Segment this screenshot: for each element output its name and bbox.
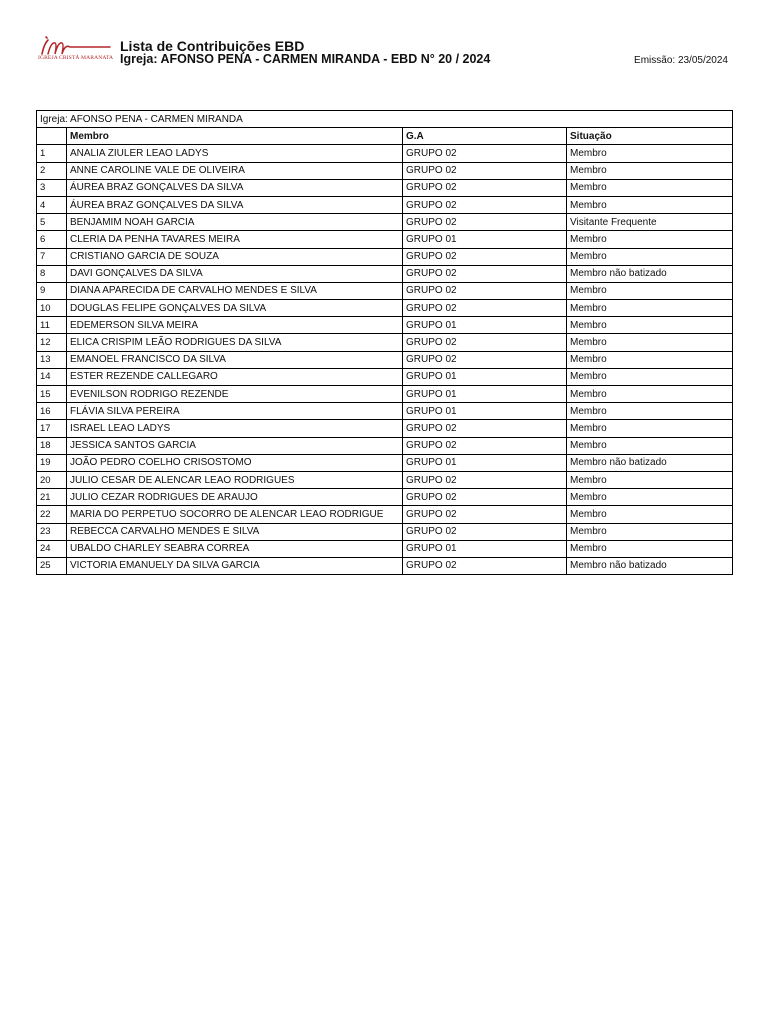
member-name: DOUGLAS FELIPE GONÇALVES DA SILVA — [67, 300, 403, 317]
member-ga: GRUPO 01 — [403, 231, 567, 248]
table-row — [37, 506, 733, 523]
row-number: 11 — [37, 317, 67, 334]
row-number: 5 — [37, 214, 67, 231]
table-row — [37, 265, 733, 282]
church-logo — [38, 34, 116, 66]
member-status: Membro não batizado — [567, 265, 733, 282]
row-number: 17 — [37, 420, 67, 437]
table-row — [37, 540, 733, 557]
table-row — [37, 248, 733, 265]
member-status: Membro — [567, 231, 733, 248]
member-name: ANNE CAROLINE VALE DE OLIVEIRA — [67, 162, 403, 179]
member-ga: GRUPO 01 — [403, 454, 567, 471]
member-ga: GRUPO 02 — [403, 506, 567, 523]
logo-caption: IGREJA CRISTÃ MARANATA — [38, 55, 114, 61]
member-status: Membro — [567, 403, 733, 420]
member-status: Membro — [567, 282, 733, 299]
row-number: 15 — [37, 386, 67, 403]
row-number: 7 — [37, 248, 67, 265]
member-name: ÁUREA BRAZ GONÇALVES DA SILVA — [67, 196, 403, 213]
member-name: UBALDO CHARLEY SEABRA CORREA — [67, 540, 403, 557]
member-status: Membro — [567, 248, 733, 265]
member-ga: GRUPO 02 — [403, 214, 567, 231]
member-name: EMANOEL FRANCISCO DA SILVA — [67, 351, 403, 368]
member-ga: GRUPO 02 — [403, 471, 567, 488]
column-header-status: Situação — [567, 128, 733, 145]
table-row — [37, 523, 733, 540]
member-status: Visitante Frequente — [567, 214, 733, 231]
member-name: ISRAEL LEAO LADYS — [67, 420, 403, 437]
member-ga: GRUPO 02 — [403, 248, 567, 265]
table-row — [37, 489, 733, 506]
table-row — [37, 403, 733, 420]
member-name: JULIO CESAR DE ALENCAR LEAO RODRIGUES — [67, 471, 403, 488]
member-status: Membro — [567, 523, 733, 540]
row-number: 19 — [37, 454, 67, 471]
member-name: BENJAMIM NOAH GARCIA — [67, 214, 403, 231]
table-row — [37, 557, 733, 574]
table-body — [37, 145, 733, 575]
row-number: 13 — [37, 351, 67, 368]
member-status: Membro — [567, 162, 733, 179]
member-ga: GRUPO 01 — [403, 540, 567, 557]
row-number: 14 — [37, 368, 67, 385]
member-ga: GRUPO 02 — [403, 489, 567, 506]
row-number: 20 — [37, 471, 67, 488]
table-row — [37, 386, 733, 403]
member-name: REBECCA CARVALHO MENDES E SILVA — [67, 523, 403, 540]
column-header-number — [37, 128, 67, 145]
member-status: Membro — [567, 368, 733, 385]
member-ga: GRUPO 02 — [403, 523, 567, 540]
row-number: 12 — [37, 334, 67, 351]
member-name: CLERIA DA PENHA TAVARES MEIRA — [67, 231, 403, 248]
member-status: Membro — [567, 196, 733, 213]
table-row — [37, 317, 733, 334]
member-status: Membro não batizado — [567, 454, 733, 471]
member-status: Membro — [567, 351, 733, 368]
member-ga: GRUPO 02 — [403, 145, 567, 162]
row-number: 23 — [37, 523, 67, 540]
member-ga: GRUPO 02 — [403, 437, 567, 454]
table-row — [37, 214, 733, 231]
member-name: VICTORIA EMANUELY DA SILVA GARCIA — [67, 557, 403, 574]
member-status: Membro — [567, 489, 733, 506]
member-name: EVENILSON RODRIGO REZENDE — [67, 386, 403, 403]
member-ga: GRUPO 02 — [403, 179, 567, 196]
member-name: EDEMERSON SILVA MEIRA — [67, 317, 403, 334]
member-ga: GRUPO 02 — [403, 557, 567, 574]
table-church-label: Igreja: AFONSO PENA - CARMEN MIRANDA — [37, 111, 733, 128]
table-row — [37, 145, 733, 162]
document-subtitle: Igreja: AFONSO PENA - CARMEN MIRANDA - EBD N° 20 / 2024 — [120, 52, 491, 66]
table-row — [37, 420, 733, 437]
emission-value: 23/05/2024 — [677, 55, 728, 66]
member-name: JESSICA SANTOS GARCIA — [67, 437, 403, 454]
member-name: ELICA CRISPIM LEÃO RODRIGUES DA SILVA — [67, 334, 403, 351]
member-ga: GRUPO 02 — [403, 196, 567, 213]
member-ga: GRUPO 02 — [403, 162, 567, 179]
table-row — [37, 454, 733, 471]
member-status: Membro — [567, 386, 733, 403]
member-status: Membro — [567, 317, 733, 334]
member-ga: GRUPO 02 — [403, 420, 567, 437]
row-number: 21 — [37, 489, 67, 506]
member-ga: GRUPO 01 — [403, 368, 567, 385]
member-name: DAVI GONÇALVES DA SILVA — [67, 265, 403, 282]
church-logo-mark-icon — [38, 34, 116, 56]
member-name: ANALIA ZIULER LEAO LADYS — [67, 145, 403, 162]
table-row — [37, 179, 733, 196]
member-name: JOÃO PEDRO COELHO CRISOSTOMO — [67, 454, 403, 471]
emission-label: Emissão: — [634, 55, 676, 66]
table-row — [37, 437, 733, 454]
member-status: Membro — [567, 145, 733, 162]
member-name: CRISTIANO GARCIA DE SOUZA — [67, 248, 403, 265]
emission-date — [634, 55, 728, 66]
table-row — [37, 334, 733, 351]
member-ga: GRUPO 02 — [403, 282, 567, 299]
member-name: DIANA APARECIDA DE CARVALHO MENDES E SILVA — [67, 282, 403, 299]
document-header — [38, 34, 730, 74]
table-row — [37, 231, 733, 248]
member-ga: GRUPO 02 — [403, 265, 567, 282]
table-row — [37, 282, 733, 299]
row-number: 16 — [37, 403, 67, 420]
member-status: Membro — [567, 437, 733, 454]
member-name: MARIA DO PERPETUO SOCORRO DE ALENCAR LEAO RODRIGUE — [67, 506, 403, 523]
row-number: 1 — [37, 145, 67, 162]
member-status: Membro — [567, 471, 733, 488]
member-ga: GRUPO 02 — [403, 351, 567, 368]
row-number: 10 — [37, 300, 67, 317]
row-number: 6 — [37, 231, 67, 248]
member-status: Membro — [567, 300, 733, 317]
column-header-ga: G.A — [403, 128, 567, 145]
row-number: 2 — [37, 162, 67, 179]
member-status: Membro não batizado — [567, 557, 733, 574]
member-name: ESTER REZENDE CALLEGARO — [67, 368, 403, 385]
table-row — [37, 300, 733, 317]
member-ga: GRUPO 01 — [403, 317, 567, 334]
table-row — [37, 196, 733, 213]
member-status: Membro — [567, 420, 733, 437]
column-header-member: Membro — [67, 128, 403, 145]
row-number: 18 — [37, 437, 67, 454]
table-row — [37, 351, 733, 368]
member-name: FLÁVIA SILVA PEREIRA — [67, 403, 403, 420]
table-header-row — [37, 128, 733, 145]
member-ga: GRUPO 01 — [403, 403, 567, 420]
member-name: ÁUREA BRAZ GONÇALVES DA SILVA — [67, 179, 403, 196]
row-number: 24 — [37, 540, 67, 557]
member-status: Membro — [567, 506, 733, 523]
contributions-table — [36, 110, 733, 575]
member-ga: GRUPO 02 — [403, 300, 567, 317]
member-name: JULIO CEZAR RODRIGUES DE ARAUJO — [67, 489, 403, 506]
table-church-row — [37, 111, 733, 128]
table-row — [37, 471, 733, 488]
member-status: Membro — [567, 334, 733, 351]
member-status: Membro — [567, 540, 733, 557]
row-number: 9 — [37, 282, 67, 299]
row-number: 4 — [37, 196, 67, 213]
row-number: 25 — [37, 557, 67, 574]
member-status: Membro — [567, 179, 733, 196]
document-title: Lista de Contribuições EBD — [120, 38, 305, 54]
member-ga: GRUPO 02 — [403, 334, 567, 351]
table-row — [37, 368, 733, 385]
row-number: 8 — [37, 265, 67, 282]
row-number: 22 — [37, 506, 67, 523]
row-number: 3 — [37, 179, 67, 196]
member-ga: GRUPO 01 — [403, 386, 567, 403]
table-row — [37, 162, 733, 179]
